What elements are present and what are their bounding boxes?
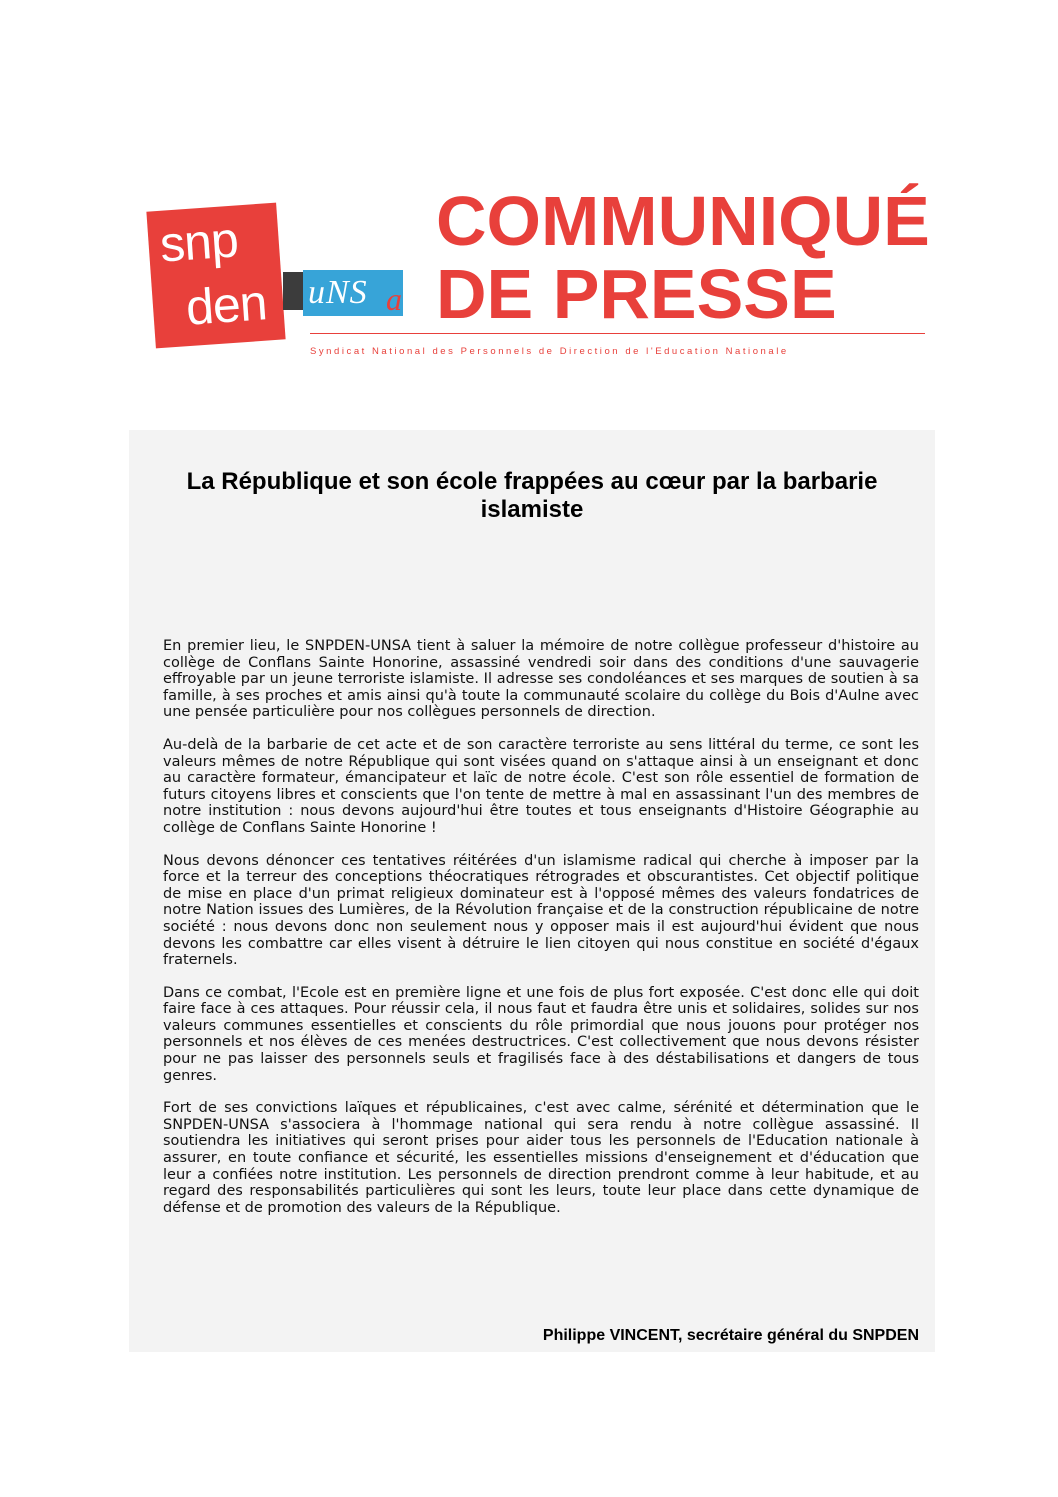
press-release-panel <box>129 430 935 1352</box>
paragraph-4: Dans ce combat, l'Ecole est en première ligne et une fois de plus fort exposée. C'est donc elle qui doit faire face à ces attaques. Pour réussir cela, il nous faut et faudra être unis et solidaires, solides sur nos valeurs communes essentielles et conscients du rôle primordial que nous jouons pour protéger nos personnels et nos élèves de ces menées destructrices. C'est collectivement que nous devons résister pour ne pas laisser des personnels seuls et fragilisés face à des déstabilisations et dangers de tous genres. <box>163 984 919 1084</box>
logo-connector <box>283 272 303 310</box>
unsa-logo-a: a <box>386 281 402 317</box>
paragraph-3: Nous devons dénoncer ces tentatives réitérées d'un islamisme radical qui cherche à imposer par la force et la terreur des conceptions théocratiques rétrogrades et obscurantistes. Cet objectif politique de mise en place d'un primat religieux dominateur est à l'opposé mêmes des valeurs fondatrices de notre Nation issues des Lumières, de la Révolution française et de la construction républicaine de notre société : nous devons donc non seulement nous y opposer mais il est aujourd'hui évident que nous devons les combattre car elles visent à détruire le lien citoyen qui nous constitue en société d'égaux fraternels. <box>163 852 919 969</box>
paragraph-2: Au-delà de la barbarie de cet acte et de son caractère terroriste au sens littéral du terme, ce sont les valeurs mêmes de notre République qui sont visées quand on s'attaque ainsi à un enseignant et donc au caractère formateur, émancipateur et laïc de notre école. C'est son rôle essentiel de formation de futurs citoyens libres et conscients que l'on tente de mettre à mal en assassinant l'un des membres de notre institution : nous devons aujourd'hui être toutes et tous enseignants d'Histoire Géographie au collège de Conflans Sainte Honorine ! <box>163 736 919 836</box>
logo-snp-text: snp <box>158 211 240 273</box>
title-de-presse: DE PRESSE <box>436 255 837 333</box>
unsa-logo-text: uNS <box>308 274 368 311</box>
article-headline: La République et son école frappées au cœur par la barbarie islamiste <box>186 468 878 523</box>
letterhead <box>0 0 1058 400</box>
paragraph-5: Fort de ses convictions laïques et républicaines, c'est avec calme, sérénité et détermination que le SNPDEN-UNSA s'associera à l'hommage national qui sera rendu à notre collègue assassiné. Il soutiendra les initiatives qui seront prises pour aider tous les personnels de l'Education nationale à assurer, en toute confiance et sécurité, les essentielles missions d'enseignement et d'éducation que leur a confiées notre institution. Les personnels de direction prendront comme à leur habitude, et au regard des responsabilités particulières qui sont les leurs, toute leur place dans cette dynamique de défense et de promotion des valeurs de la République. <box>163 1100 919 1216</box>
paragraph-1: En premier lieu, le SNPDEN-UNSA tient à saluer la mémoire de notre collègue professeur d'histoire au collège de Conflans Sainte Honorine, assassiné vendredi soir dans des conditions d'une sauvagerie effroyable par un jeune terroriste islamiste. Il adresse ses condoléances et ses marques de soutien à sa famille, à ses proches et amis ainsi qu'à toute la communauté scolaire du collège du Bois d'Aulne avec une pensée particulière pour nos collègues personnels de direction. <box>163 638 919 721</box>
header-divider <box>310 333 925 334</box>
signature: Philippe VINCENT, secrétaire général du SNPDEN <box>542 1327 919 1344</box>
article-body <box>163 638 919 1232</box>
title-communique: COMMUNIQUÉ <box>436 182 930 260</box>
logo-den-text: den <box>184 274 269 336</box>
union-full-name: Syndicat National des Personnels de Direction de l'Education Nationale <box>310 346 789 357</box>
